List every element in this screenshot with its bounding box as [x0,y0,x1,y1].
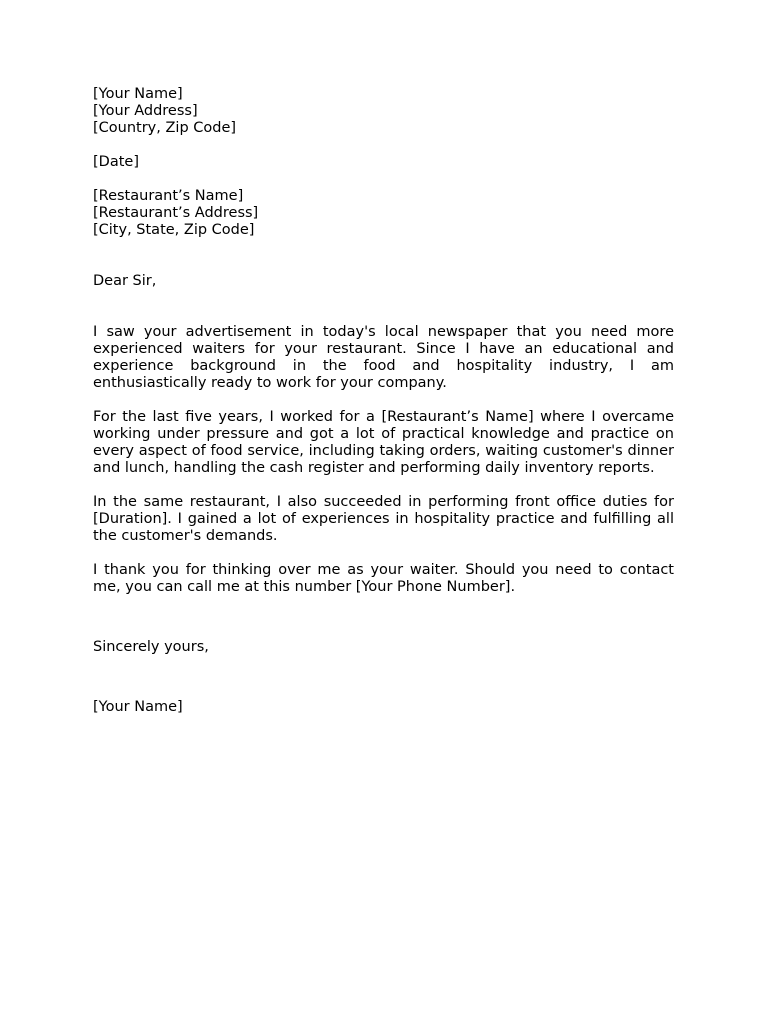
closing: Sincerely yours, [93,639,209,655]
sender-block [93,86,674,137]
sender-country-zip: [Country, Zip Code] [93,120,237,136]
body-paragraph: In the same restaurant, I also succeeded in performing front office duties for [Duration]. I gained a lot of experiences in hospitality practice and fulfilling all the customer's demands. [93,494,674,544]
recipient-address: [Restaurant’s Address] [93,205,259,221]
recipient-name: [Restaurant’s Name] [93,188,244,204]
recipient-block [93,188,674,239]
letter-page [93,86,674,716]
body-paragraph: For the last five years, I worked for a [Restaurant’s Name] where I overcame working under pressure and got a lot of practical knowledge and practice on every aspect of food service, including taking orders, waiting customer's dinner and lunch, handling the cash register and performing daily inventory reports. [93,409,674,476]
sender-name: [Your Name] [93,86,183,102]
sender-address: [Your Address] [93,103,198,119]
body-paragraph: I thank you for thinking over me as your waiter. Should you need to contact me, you can call me at this number [Your Phone Number]. [93,562,674,595]
salutation: Dear Sir, [93,273,157,289]
letter-date: [Date] [93,154,139,170]
body-paragraph: I saw your advertisement in today's local newspaper that you need more experienced waiters for your restaurant. Since I have an educational and experience background in the food and hospitality industry, I am enthusiastically ready to work for your company. [93,324,674,391]
signature-name: [Your Name] [93,699,183,715]
recipient-city-state-zip: [City, State, Zip Code] [93,222,255,238]
letter-body [93,324,674,596]
